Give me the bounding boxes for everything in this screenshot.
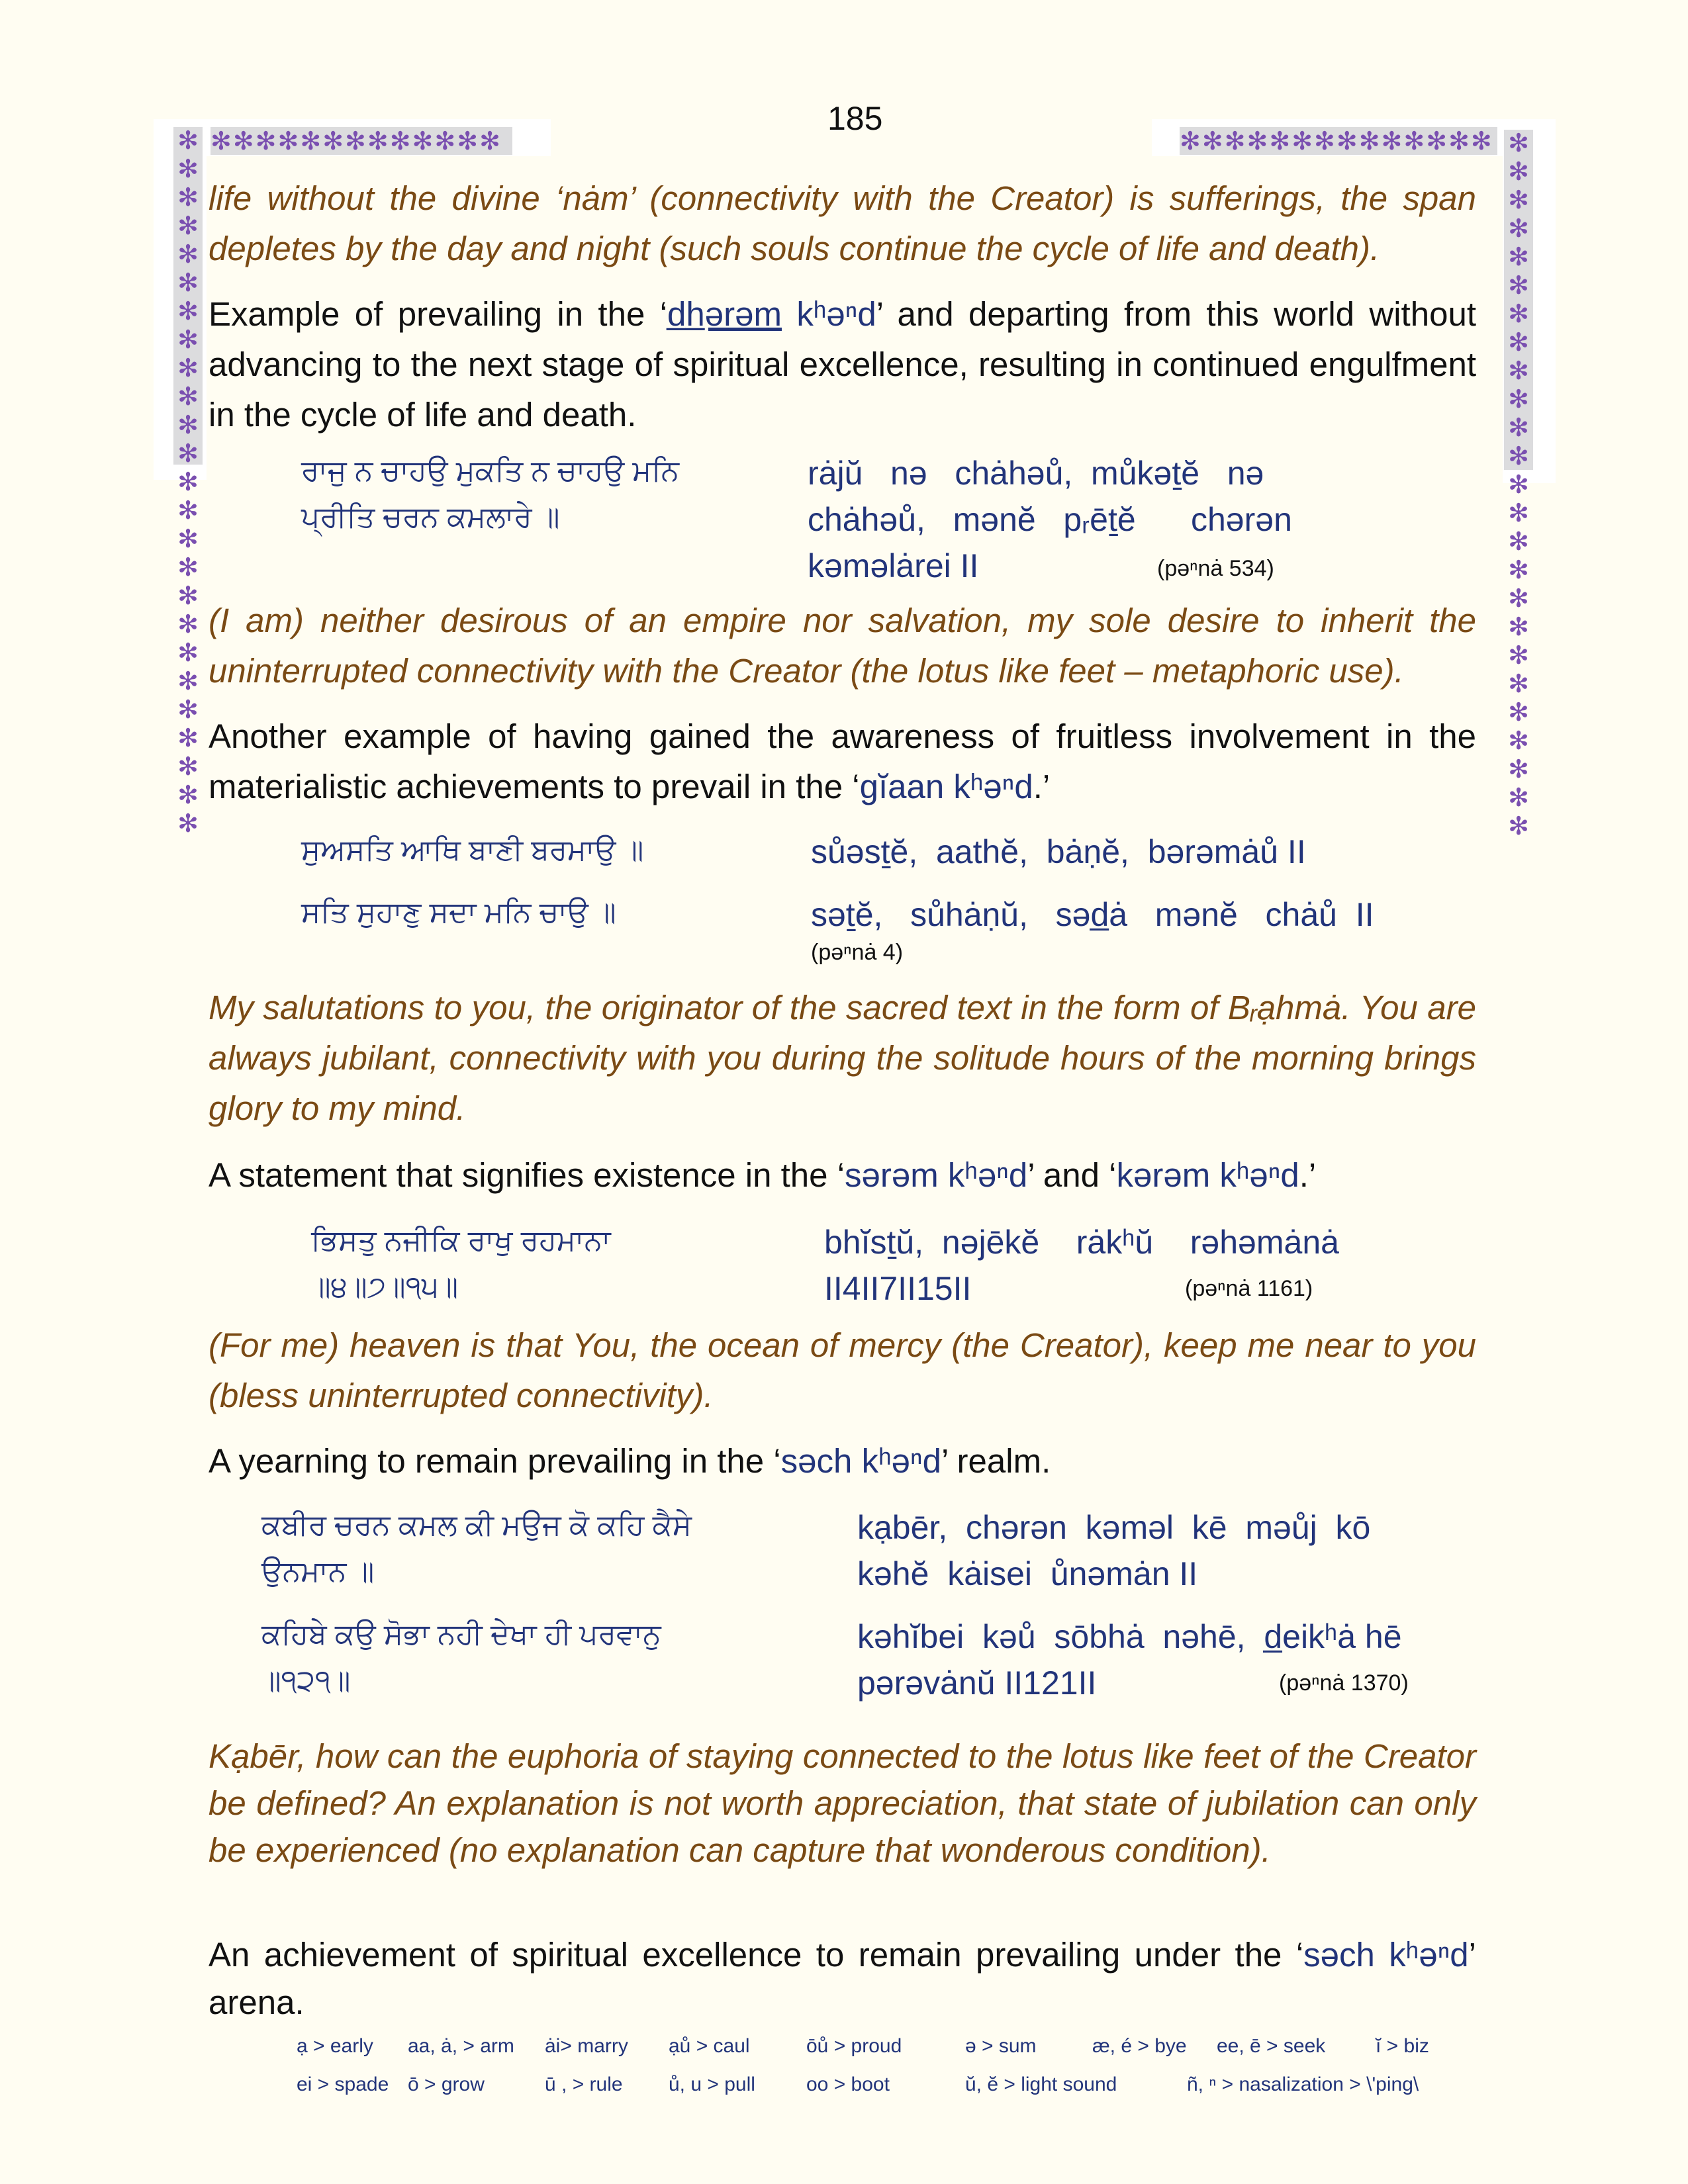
page-number: 185 [827, 100, 883, 137]
gurmukhi-verse-2-line-1: ਸੁਅਸਤਿ ਆਥਿ ਬਾਣੀ ਬਰਮਾਉ ॥ [301, 834, 644, 866]
ornament-column-right: ✻ ✻ ✻ ✻ ✻ ✻ ✻ ✻ ✻ ✻ ✻ ✻ ✻ ✻ ✻ ✻ ✻ ✻ ✻ ✻ ✻ ✻ ✻ ✻ ✻ [1504, 130, 1533, 470]
p8-text-a: A yearning to remain prevailing in the ‘ [209, 1442, 781, 1480]
term-giaan-khand: gĭaan kʰəⁿd [859, 768, 1033, 805]
transliteration-1-line-2: chȧhəů, mənĕ pᵣēṯĕ chərən [808, 501, 1292, 538]
term-saram-khand: sərəm kʰəⁿd [845, 1156, 1028, 1194]
transliteration-3-line-1: bhĭsṯŭ, nəjēkĕ rȧkʰŭ rəhəmȧnȧ [824, 1224, 1339, 1261]
gurmukhi-verse-4-line-4: ॥੧੨੧॥ [261, 1664, 351, 1697]
p10-text-a: An achievement of spiritual excellence to remain prevailing under the ‘ [209, 1936, 1304, 1974]
p4-text-b: .’ [1033, 768, 1051, 805]
transliteration-1-line-3: kəməlȧrei II [808, 547, 979, 584]
key-item: ȧi> marry [545, 2035, 628, 2057]
page-reference-4: (pəⁿnȧ 4) [811, 940, 904, 965]
gurmukhi-verse-4-line-3: ਕਹਿਬੇ ਕਉ ਸੋਭਾ ਨਹੀ ਦੇਖਾ ਹੀ ਪਰਵਾਨੁ [261, 1618, 661, 1651]
page-reference-1370: (pəⁿnȧ 1370) [1279, 1670, 1409, 1696]
term-dharam: d̲h̲ərəm [667, 295, 782, 333]
key-item: ạů > caul [669, 2035, 750, 2057]
term-sach-khand: səch kʰəⁿd [780, 1442, 941, 1480]
key-item: ů, u > pull [669, 2073, 755, 2095]
ornament-row-right: ✻✻✻✻✻✻✻✻✻✻✻✻✻✻ [1180, 127, 1497, 155]
p6-text-mid: ’ and ‘ [1027, 1156, 1117, 1194]
term-karam-khand: kərəm kʰəⁿd [1116, 1156, 1299, 1194]
key-item: ei > spade [297, 2073, 389, 2095]
paragraph-yearning-sach [209, 1436, 1476, 1486]
paragraph-translation-2: (I am) neither desirous of an empire nor salvation, my sole desire to inherit the uninterrupted connectivity with the Creator (the lotus like feet – metaphoric use). [209, 602, 1476, 690]
paragraph-translation-3: My salutations to you, the originator of the sacred text in the form of Bᵣạhmȧ. You are always jubilant, connectivity with you during the solitude hours of the morning brings glory to my mind. [209, 989, 1476, 1127]
p6-text-b: .’ [1299, 1156, 1317, 1194]
page-reference-534: (pəⁿnȧ 534) [1157, 556, 1274, 581]
transliteration-3-line-2: II4II7II15II [824, 1270, 972, 1307]
p6-text-a: A statement that signifies existence in the ‘ [209, 1156, 845, 1194]
paragraph-example-giaan [209, 711, 1476, 812]
p10-text-b: ’ arena. [209, 1936, 1477, 2021]
gurmukhi-verse-4-line-2: ਉਨਮਾਨ ॥ [261, 1555, 375, 1588]
key-item: oo > boot [806, 2073, 890, 2095]
p8-text-b: ’ realm. [941, 1442, 1051, 1480]
key-item: ñ, ⁿ > nasalization > \'ping\ [1187, 2073, 1419, 2095]
key-item: ee, ē > seek [1217, 2035, 1326, 2057]
key-item: ĭ > biz [1376, 2035, 1429, 2057]
gurmukhi-verse-3-line-2: ॥੪॥੭॥੧੫॥ [311, 1271, 459, 1303]
key-item: ŭ, ĕ > light sound [965, 2073, 1117, 2095]
gurmukhi-verse-1-line-1: ਰਾਜੁ ਨ ਚਾਹਉ ਮੁਕਤਿ ਨ ਚਾਹਉ ਮਨਿ [301, 455, 679, 487]
transliteration-4-line-3: kəhĭbei kəů sōbhȧ nəhē, d̲eikʰȧ hē [857, 1618, 1402, 1655]
key-item: ū , > rule [545, 2073, 623, 2095]
key-item: ə > sum [965, 2035, 1037, 2057]
p2-text-b: ’ and departing from this world without advancing to the next stage of spiritual excellence, resulting in continued engulfment in the cycle of life and death. [209, 295, 1476, 433]
p2-text-a: Example of prevailing in the ‘ [209, 295, 668, 333]
paragraph-example-dharam [209, 289, 1476, 440]
term-sach-khand-2: səch kʰəⁿd [1303, 1936, 1469, 1974]
key-item: ōů > proud [806, 2035, 902, 2057]
transliteration-2-line-1: sůəsṯĕ, aathĕ, bȧṇĕ, bərəmȧů II [811, 833, 1306, 870]
key-item: aa, ȧ, > arm [408, 2035, 514, 2057]
ornament-column-left: ✻ ✻ ✻ ✻ ✻ ✻ ✻ ✻ ✻ ✻ ✻ ✻ ✻ ✻ ✻ ✻ ✻ ✻ ✻ ✻ ✻ ✻ ✻ ✻ ✻ [173, 127, 203, 465]
paragraph-translation-4: (For me) heaven is that You, the ocean of mercy (the Creator), keep me near to you (bless uninterrupted connectivity). [209, 1326, 1476, 1414]
term-khand: kʰəⁿd [781, 295, 876, 333]
gurmukhi-verse-4-line-1: ਕਬੀਰ ਚਰਨ ਕਮਲ ਕੀ ਮਉਜ ਕੋ ਕਹਿ ਕੈਸੇ [261, 1509, 692, 1541]
key-item: ō > grow [408, 2073, 485, 2095]
key-item: ạ > early [297, 2035, 373, 2057]
paragraph-achievement-sach [209, 1931, 1476, 2026]
transliteration-4-line-1: kạbēr, chərən kəməl kē məůj kō [857, 1509, 1371, 1546]
page-reference-1161: (pəⁿnȧ 1161) [1185, 1276, 1313, 1301]
gurmukhi-verse-3-line-1: ਭਿਸਤੁ ਨਜੀਕਿ ਰਾਖੁ ਰਹਮਾਨਾ [311, 1224, 611, 1257]
transliteration-1-line-1: rȧjŭ nə chȧhəů, můkəṯĕ nə [808, 455, 1264, 492]
key-item: æ, é > bye [1092, 2035, 1187, 2057]
transliteration-2-line-2: səṯĕ, sůhȧṇŭ, səd̲ȧ mənĕ chȧů II [811, 896, 1374, 933]
paragraph-statement-saram-karam [209, 1150, 1476, 1201]
gurmukhi-verse-2-line-2: ਸਤਿ ਸੁਹਾਣੁ ਸਦਾ ਮਨਿ ਚਾਉ ॥ [301, 896, 616, 929]
transliteration-4-line-2: kəhĕ kȧisei ůnəmȧn II [857, 1555, 1198, 1592]
p4-text-a: Another example of having gained the awareness of fruitless involvement in the materialistic achievements to prevail in the ‘ [209, 717, 1476, 805]
paragraph-translation-5: Kạbēr, how can the euphoria of staying connected to the lotus like feet of the Creator be defined? An explanation is not worth appreciation, that state of jubilation can only be experienced (no explanation can capture that wonderous condition). [209, 1737, 1476, 1869]
paragraph-translation-1: life without the divine ‘nȧm’ (connectivity with the Creator) is sufferings, the span depletes by the day and night (such souls continue the cycle of life and death). [209, 179, 1476, 267]
gurmukhi-verse-1-line-2: ਪ੍ਰੀਤਿ ਚਰਨ ਕਮਲਾਰੇ ॥ [301, 501, 560, 533]
ornament-row-left: ✻✻✻✻✻✻✻✻✻✻✻✻✻ [211, 127, 512, 155]
transliteration-4-line-4: pərəvȧnŭ II121II [857, 1664, 1097, 1702]
